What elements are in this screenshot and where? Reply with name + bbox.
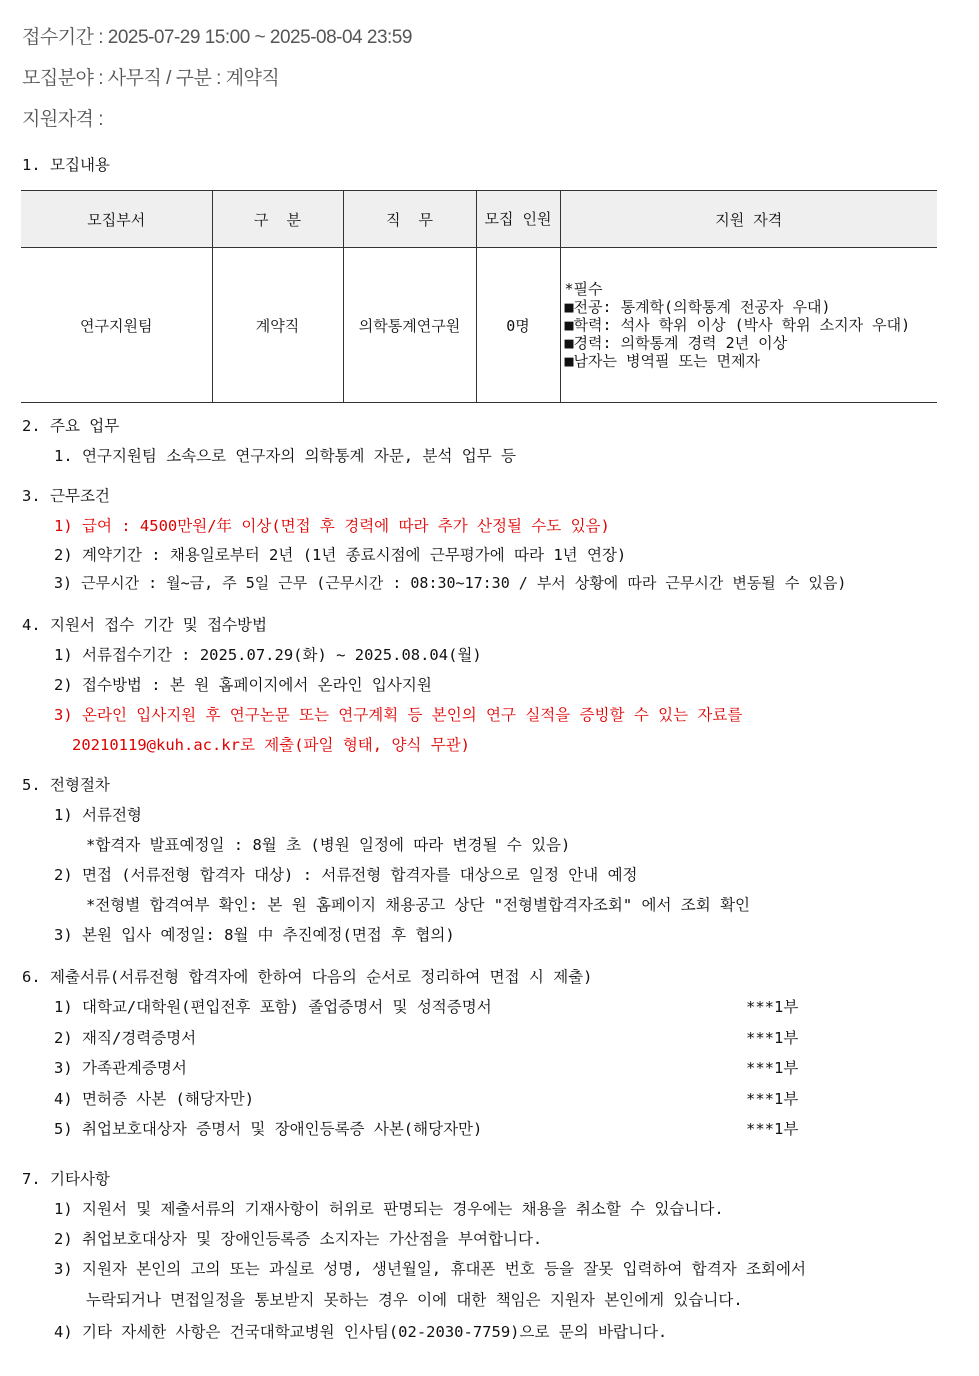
list-subitem: *합격자 발표예정일 : 8월 초 (병원 일정에 따라 변경될 수 있음) [86,836,571,854]
list-item: 2) 계약기간 : 채용일로부터 2년 (1년 종료시점에 근무평가에 따라 1년 연장) [54,546,627,564]
header-count: 모집 인원 [476,191,560,248]
cell-qualification [560,248,937,403]
cell-type: 계약직 [212,248,343,403]
application-period: 접수기간 : 2025-07-29 15:00 ~ 2025-08-04 23:59 [22,27,412,48]
section-title-process: 5. 전형절차 [22,776,110,794]
document-item: 3) 가족관계증명서 [54,1059,187,1077]
cell-dept: 연구지원팀 [21,248,212,403]
list-subitem: *전형별 합격여부 확인: 본 원 홈페이지 채용공고 상단 "전형별합격자조회" 에서 조회 확인 [86,896,751,914]
section-title-other: 7. 기타사항 [22,1170,110,1188]
qualification-label: 지원자격 : [22,109,103,130]
document-qty: ***1부 [746,1059,799,1077]
header-dept: 모집부서 [21,191,212,248]
document-item: 4) 면허증 사본 (해당자만) [54,1090,255,1108]
document-item: 2) 재직/경력증명서 [54,1029,197,1047]
recruitment-table [21,190,937,403]
section-title-recruitment: 1. 모집내용 [22,156,110,174]
submission-email: 20210119@kuh.ac.kr로 제출(파일 형태, 양식 무관) [72,736,470,754]
list-item: 3) 지원자 본인의 고의 또는 과실로 성명, 생년월일, 휴대폰 번호 등을 잘못 입력하여 합격자 조회에서 [54,1260,806,1278]
list-item: 2) 면접 (서류전형 합격자 대상) : 서류전형 합격자를 대상으로 일정 안내 예정 [54,866,638,884]
document-qty: ***1부 [746,1120,799,1138]
list-item: 1. 연구지원팀 소속으로 연구자의 의학통계 자문, 분석 업무 등 [54,447,517,465]
qual-line: *필수 [564,280,603,298]
table-row [21,248,937,403]
qual-line: ■남자는 병역필 또는 면제자 [564,352,761,370]
document-qty: ***1부 [746,1029,799,1047]
list-item-contact: 4) 기타 자세한 사항은 건국대학교병원 인사팀(02-2030-7759)으로 문의 바랍니다. [54,1323,668,1341]
section-title-documents: 6. 제출서류(서류전형 합격자에 한하여 다음의 순서로 정리하여 면접 시 제출) [22,968,593,986]
list-item: 3) 근무시간 : 월~금, 주 5일 근무 (근무시간 : 08:30~17:30 / 부서 상황에 따라 근무시간 변동될 수 있음) [54,574,847,592]
qual-line: ■경력: 의학통계 경력 2년 이상 [564,334,788,352]
list-item: 1) 지원서 및 제출서류의 기재사항이 허위로 판명되는 경우에는 채용을 취소할 수 있습니다. [54,1200,724,1218]
section-title-conditions: 3. 근무조건 [22,487,110,505]
section-title-duties: 2. 주요 업무 [22,417,120,435]
list-item: 3) 본원 입사 예정일: 8월 中 추진예정(면접 후 협의) [54,926,455,944]
qual-line: ■전공: 통계학(의학통계 전공자 우대) [564,298,831,316]
header-job: 직 무 [343,191,476,248]
cell-count: 0명 [476,248,560,403]
list-item: 2) 접수방법 : 본 원 홈페이지에서 온라인 입사지원 [54,676,432,694]
document-qty: ***1부 [746,1090,799,1108]
list-item-continuation: 누락되거나 면접일정을 통보받지 못하는 경우 이에 대한 책임은 지원자 본인에게 있습니다. [86,1291,743,1309]
document-qty: ***1부 [746,998,799,1016]
document-item: 1) 대학교/대학원(편입전후 포함) 졸업증명서 및 성적증명서 [54,998,492,1016]
list-item-salary: 1) 급여 : 4500만원/年 이상(면접 후 경력에 따라 추가 산정될 수도 있음) [54,517,610,535]
list-item-submission: 3) 온라인 입사지원 후 연구논문 또는 연구계획 등 본인의 연구 실적을 증빙할 수 있는 자료를 [54,706,743,724]
list-item: 1) 서류전형 [54,806,142,824]
list-item: 2) 취업보호대상자 및 장애인등록증 소지자는 가산점을 부여합니다. [54,1230,543,1248]
header-type: 구 분 [212,191,343,248]
list-item: 1) 서류접수기간 : 2025.07.29(화) ~ 2025.08.04(월) [54,646,482,664]
document-item: 5) 취업보호대상자 증명서 및 장애인등록증 사본(해당자만) [54,1120,483,1138]
section-title-application: 4. 지원서 접수 기간 및 접수방법 [22,616,267,634]
cell-job: 의학통계연구원 [343,248,476,403]
recruit-field: 모집분야 : 사무직 / 구분 : 계약직 [22,68,280,89]
qual-line: ■학력: 석사 학위 이상 (박사 학위 소지자 우대) [564,316,911,334]
table-header-row [21,191,937,248]
header-qualification: 지원 자격 [560,191,937,248]
